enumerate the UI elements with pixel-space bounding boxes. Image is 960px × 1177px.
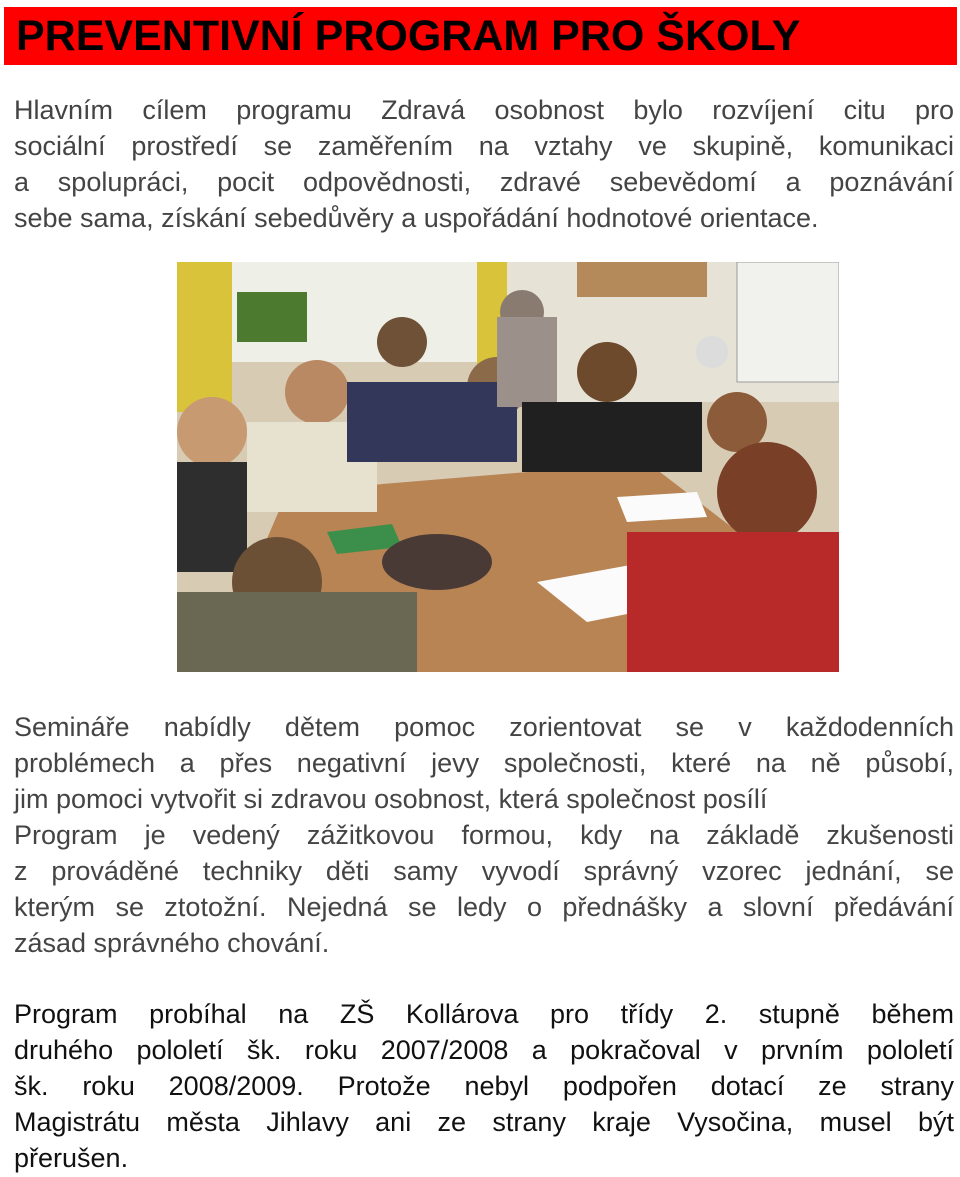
- paragraph-line: sociální prostředí se zaměřením na vztahy ve skupině, komunikaci: [14, 131, 954, 161]
- paragraph-line: problémech a přes negativní jevy společnosti, které na ně působí,: [14, 748, 954, 778]
- paragraph-line: druhého pololetí šk. roku 2007/2008 a pokračoval v prvním pololetí: [14, 1035, 954, 1065]
- seminar-paragraph: [14, 709, 954, 961]
- paragraph-line: šk. roku 2008/2009. Protože nebyl podpořen dotací ze strany: [14, 1071, 954, 1101]
- program-paragraph: [14, 996, 954, 1176]
- paragraph-line: zásad správného chování.: [14, 928, 330, 958]
- paragraph-line: jim pomoci vytvořit si zdravou osobnost, která společnost posílí: [14, 784, 768, 814]
- paragraph-line: kterým se ztotožní. Nejedná se ledy o přednášky a slovní předávání: [14, 892, 954, 922]
- paragraph-line: sebe sama, získání sebedůvěry a uspořádání hodnotové orientace.: [14, 203, 819, 233]
- paragraph-line: přerušen.: [14, 1143, 129, 1173]
- intro-paragraph: [14, 92, 954, 236]
- paragraph-line: Magistrátu města Jihlavy ani ze strany kraje Vysočina, musel být: [14, 1107, 954, 1137]
- classroom-photo-illustration: [177, 262, 839, 672]
- paragraph-line: Semináře nabídly dětem pomoc zorientovat se v každodenních: [14, 712, 954, 742]
- page-title: PREVENTIVNÍ PROGRAM PRO ŠKOLY: [16, 12, 801, 60]
- title-banner: [4, 7, 957, 65]
- paragraph-line: z prováděné techniky děti samy vyvodí správný vzorec jednání, se: [14, 856, 954, 886]
- paragraph-line: a spolupráci, pocit odpovědnosti, zdravé sebevědomí a poznávání: [14, 167, 954, 197]
- paragraph-line: Program probíhal na ZŠ Kollárova pro třídy 2. stupně během: [14, 999, 954, 1029]
- paragraph-line: Hlavním cílem programu Zdravá osobnost bylo rozvíjení citu pro: [14, 95, 954, 125]
- paragraph-line: Program je vedený zážitkovou formou, kdy na základě zkušenosti: [14, 820, 954, 850]
- classroom-photo: [177, 262, 839, 672]
